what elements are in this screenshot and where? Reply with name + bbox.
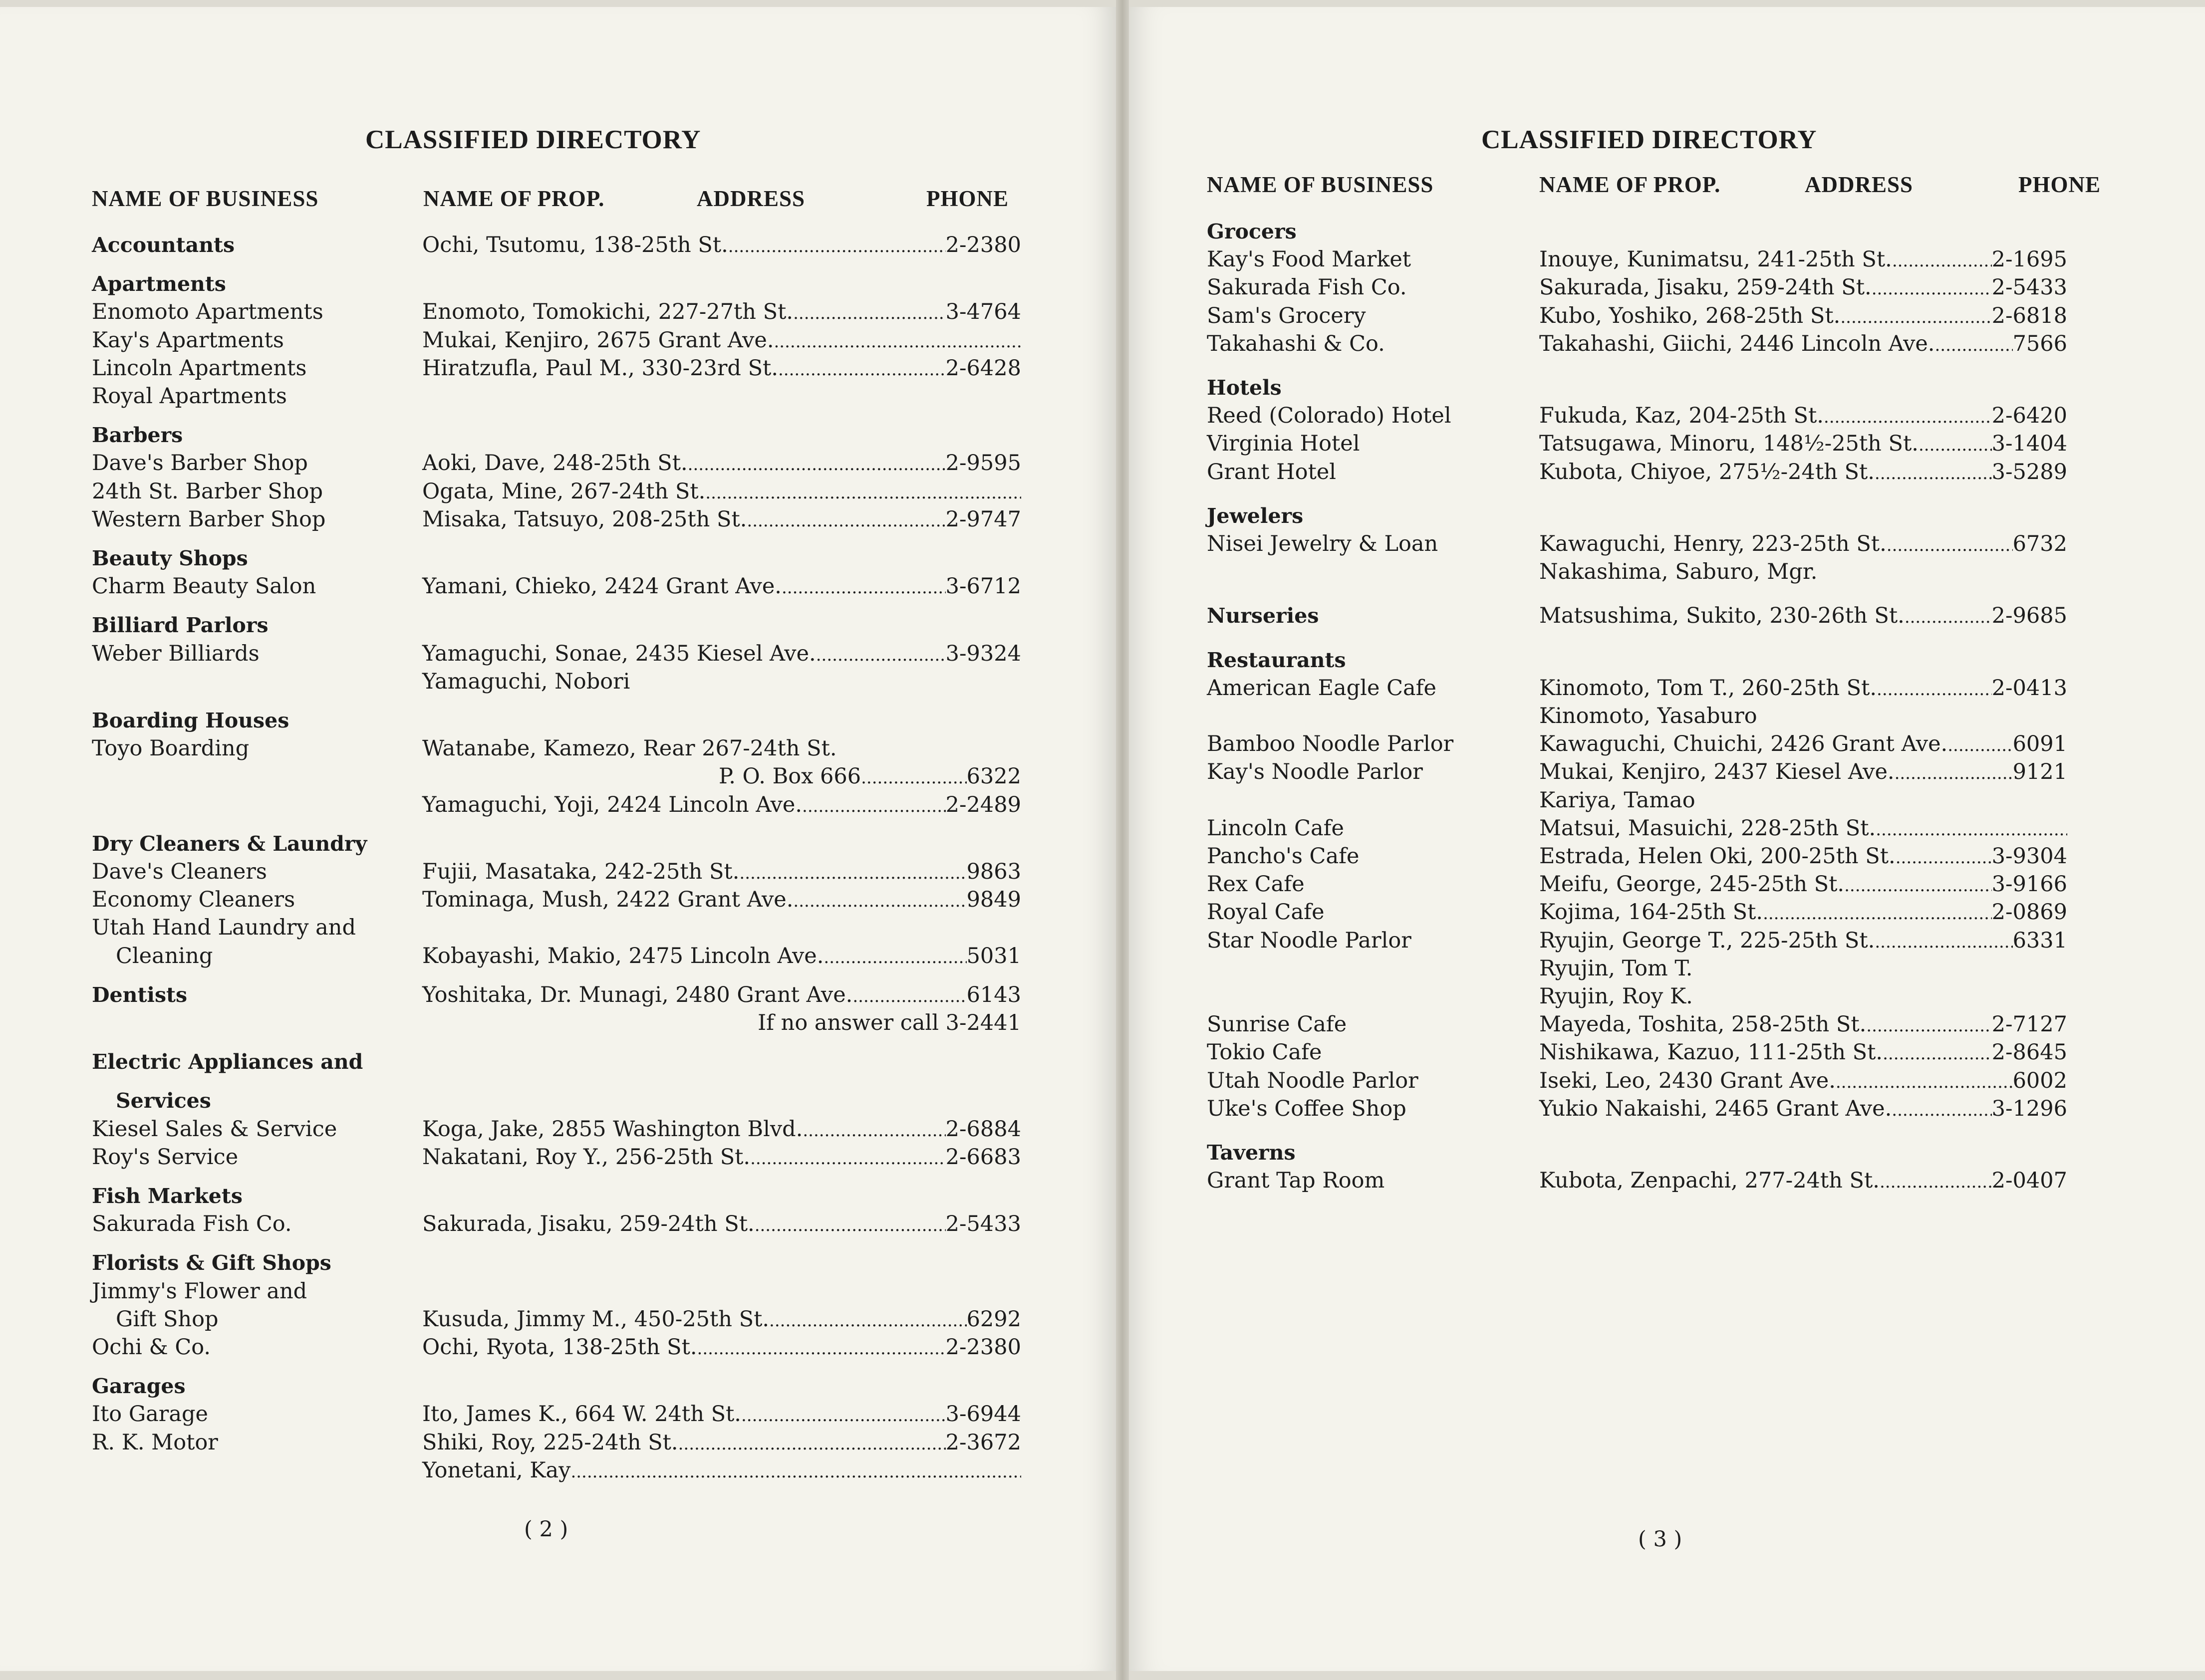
category-heading: Garages: [92, 1374, 186, 1399]
phone-number: 6002: [2012, 1068, 2067, 1093]
proprietor-address: Nakatani, Roy Y., 256-25th St.: [422, 1144, 751, 1170]
listing-entry: [1539, 842, 2067, 870]
business-name: Sakurada Fish Co.: [1207, 275, 1407, 300]
proprietor-address: Kobayashi, Makio, 2475 Lincoln Ave.: [422, 943, 824, 968]
phone-number: 2-5433: [1991, 275, 2067, 300]
phone-number: 3-5289: [1991, 459, 2067, 484]
listing-entry: [1539, 402, 2067, 430]
business-name: Charm Beauty Salon: [92, 574, 316, 599]
phone-number: 6322: [966, 764, 1021, 789]
dot-leader: [769, 1305, 967, 1335]
listing-entry: [422, 449, 1021, 477]
business-name: Pancho's Cafe: [1207, 844, 1360, 869]
phone-number: 6292: [966, 1306, 1021, 1332]
phone-number: 2-9595: [945, 451, 1021, 476]
phone-number: 6732: [2012, 531, 2067, 556]
business-name: Star Noodle Parlor: [1207, 928, 1411, 953]
page-number: ( 2 ): [524, 1517, 568, 1542]
header-phone: PHONE: [2018, 172, 2101, 197]
proprietor-address: Tatsugawa, Minoru, 148½-25th St.: [1539, 431, 1919, 457]
business-name: Dave's Cleaners: [92, 859, 267, 884]
phone-number: 3-1296: [1991, 1096, 2067, 1121]
listing-entry: [422, 354, 1021, 382]
phone-number: 6143: [966, 982, 1021, 1007]
business-name: Dave's Barber Shop: [92, 451, 308, 476]
page-title: CLASSIFIED DIRECTORY: [365, 125, 701, 154]
header-prop: NAME OF PROP.: [423, 186, 605, 211]
proprietor-address: Sakurada, Jisaku, 259-24th St.: [1539, 275, 1872, 300]
dot-leader: [774, 326, 1021, 356]
proprietor-address: Ogata, Mine, 267-24th St.: [422, 479, 706, 504]
phone-number: 7566: [2012, 331, 2067, 356]
dot-leader: [778, 354, 946, 384]
dot-leader: [861, 762, 966, 792]
category-heading: Accountants: [92, 233, 235, 257]
proprietor-address: Kojima, 164-25th St.: [1539, 900, 1763, 925]
business-name: Lincoln Apartments: [92, 355, 307, 381]
dot-leader: [728, 231, 946, 260]
phone-number: 3-1404: [1991, 431, 2067, 457]
listing-entry: [1539, 870, 2067, 898]
listing-entry: [422, 1305, 1021, 1333]
dot-leader: [782, 572, 946, 602]
dot-leader: [1876, 814, 2067, 844]
dot-leader: [824, 942, 966, 971]
listing-entry: [422, 981, 1021, 1009]
listing-entry: [1539, 458, 2067, 486]
proprietor-address: Matsushima, Sukito, 230-26th St.: [1539, 603, 1905, 629]
dot-leader: [1880, 1167, 1992, 1196]
dot-leader: [1919, 430, 1992, 459]
proprietor-address: Kinomoto, Tom T., 260-25th St.: [1539, 675, 1877, 701]
business-name: Ito Garage: [92, 1402, 208, 1427]
business-name: Kay's Noodle Parlor: [1207, 759, 1423, 785]
category-heading: Dentists: [92, 982, 188, 1007]
phone-number: 3-4764: [945, 299, 1021, 325]
business-name: Cleaning: [116, 943, 213, 968]
proprietor-address: Yonetani, Kay: [422, 1457, 571, 1483]
business-name: Nisei Jewelry & Loan: [1207, 531, 1438, 556]
phone-number: 2-5433: [945, 1211, 1021, 1237]
dot-leader: [1844, 870, 1992, 900]
business-name: Kiesel Sales & Service: [92, 1116, 337, 1142]
dot-leader: [793, 298, 946, 327]
proprietor-address: Estrada, Helen Oki, 200-25th St.: [1539, 844, 1896, 869]
book-gutter: [1116, 0, 1130, 1680]
listing-entry: [719, 762, 1021, 790]
proprietor-address: Kubota, Chiyoe, 275½-24th St.: [1539, 459, 1875, 484]
proprietor-address: Nakashima, Saburo, Mgr.: [1539, 559, 1818, 585]
listing-entry: [1539, 1095, 2067, 1123]
proprietor-address: Shiki, Roy, 225-24th St.: [422, 1430, 678, 1455]
phone-number: 6091: [2012, 731, 2067, 757]
business-name: Kay's Food Market: [1207, 247, 1411, 272]
dot-leader: [688, 449, 946, 479]
proprietor-address: Hiratzufla, Paul M., 330-23rd St.: [422, 355, 778, 381]
business-name: Western Barber Shop: [92, 506, 326, 532]
dot-leader: [1883, 1038, 1992, 1068]
business-name: Sakurada Fish Co.: [92, 1211, 292, 1237]
proprietor-address: Mukai, Kenjiro, 2437 Kiesel Ave.: [1539, 759, 1895, 785]
business-name: Lincoln Cafe: [1207, 815, 1344, 841]
proprietor-address: Yamaguchi, Sonae, 2435 Kiesel Ave.: [422, 641, 816, 666]
phone-number: 2-6884: [945, 1116, 1021, 1142]
listing-entry: [1539, 674, 2067, 702]
dot-leader: [1947, 730, 2012, 759]
phone-number: 3-6944: [945, 1402, 1021, 1427]
business-name: Sam's Grocery: [1207, 303, 1366, 328]
header-business: NAME OF BUSINESS: [92, 186, 319, 211]
listing-entry: [422, 886, 1021, 914]
proprietor-address: Mayeda, Toshita, 258-25th St.: [1539, 1012, 1867, 1037]
proprietor-address: Ryujin, Roy K.: [1539, 984, 1693, 1009]
category-heading: Barbers: [92, 423, 183, 448]
proprietor-address: Takahashi, Giichi, 2446 Lincoln Ave.: [1539, 331, 1935, 356]
header-address: ADDRESS: [1805, 172, 1914, 197]
business-name: Jimmy's Flower and: [92, 1278, 307, 1304]
business-name: Royal Apartments: [92, 384, 287, 409]
header-business: NAME OF BUSINESS: [1207, 172, 1434, 197]
listing-entry: [422, 478, 1021, 505]
phone-number: 2-9685: [1991, 603, 2067, 629]
business-name: 24th St. Barber Shop: [92, 479, 323, 504]
phone-number: 2-6420: [1991, 403, 2067, 429]
dot-leader: [1892, 245, 1992, 275]
proprietor-address: Kusuda, Jimmy M., 450-25th St.: [422, 1306, 770, 1332]
category-heading: Boarding Houses: [92, 709, 289, 732]
category-heading: Grocers: [1207, 220, 1297, 243]
listing-entry: [1539, 730, 2067, 758]
dot-leader: [1866, 1010, 1991, 1040]
listing-entry: [422, 231, 1021, 259]
listing-entry: [422, 858, 1021, 886]
listing-entry: [422, 1143, 1021, 1171]
category-heading: Hotels: [1207, 376, 1282, 400]
listing-entry: [422, 1115, 1021, 1143]
proprietor-address: Kawaguchi, Chuichi, 2426 Grant Ave.: [1539, 731, 1948, 757]
proprietor-address: Kariya, Tamao: [1539, 787, 1695, 813]
phone-number: 3-9304: [1991, 844, 2067, 869]
phone-number: 3-9324: [945, 641, 1021, 666]
listing-entry: [1539, 927, 2067, 955]
proprietor-address: Yamaguchi, Nobori: [422, 669, 630, 694]
dot-leader: [697, 1333, 946, 1363]
category-heading: Fish Markets: [92, 1184, 243, 1208]
phone-number: 2-6428: [945, 355, 1021, 381]
business-name: Tokio Cafe: [1207, 1040, 1322, 1065]
header-address: ADDRESS: [697, 186, 806, 211]
listing-entry: [422, 1210, 1021, 1238]
phone-number: 2-6683: [945, 1144, 1021, 1170]
proprietor-address: Meifu, George, 245-25th St.: [1539, 872, 1845, 897]
listing-entry: [422, 791, 1021, 819]
business-name: Uke's Coffee Shop: [1207, 1096, 1406, 1121]
dot-leader: [570, 1456, 1021, 1486]
phone-number: 3-9166: [1991, 872, 2067, 897]
proprietor-address: Misaka, Tatsuyo, 208-25th St.: [422, 506, 747, 532]
business-name: Enomoto Apartments: [92, 299, 323, 325]
business-name: Grant Hotel: [1207, 459, 1337, 484]
proprietor-address: Kinomoto, Yasaburo: [1539, 704, 1757, 728]
proprietor-address: Ochi, Tsutomu, 138-25th St.: [422, 233, 728, 257]
phone-number: 2-7127: [1991, 1012, 2067, 1037]
proprietor-address: Fukuda, Kaz, 204-25th St.: [1539, 403, 1824, 429]
business-name: Grant Tap Room: [1207, 1168, 1385, 1194]
listing-entry: [1539, 1167, 2067, 1195]
dot-leader: [1887, 530, 2013, 559]
business-name: Takahashi & Co.: [1207, 331, 1385, 356]
dot-leader: [705, 478, 1021, 507]
phone-number: 2-2380: [945, 233, 1021, 257]
phone-number: 2-8645: [1991, 1040, 2067, 1065]
header-prop: NAME OF PROP.: [1539, 172, 1721, 197]
listing-entry: [1539, 1038, 2067, 1066]
business-name: Bamboo Noodle Parlor: [1207, 731, 1454, 757]
proprietor-address: Ryujin, George T., 225-25th St.: [1539, 928, 1875, 953]
proprietor-address: Yukio Nakaishi, 2465 Grant Ave.: [1539, 1096, 1892, 1121]
dot-leader: [1763, 898, 1992, 928]
phone-number: 5031: [966, 943, 1021, 968]
category-heading: Jewelers: [1207, 503, 1304, 528]
category-heading: Florists & Gift Shops: [92, 1251, 331, 1275]
phone-number: 2-9747: [945, 506, 1021, 532]
dot-leader: [750, 1143, 946, 1173]
category-heading: Restaurants: [1207, 648, 1346, 672]
dot-leader: [1840, 302, 1991, 331]
dot-leader: [741, 1400, 946, 1430]
listing-entry: [422, 640, 1021, 668]
dot-leader: [802, 791, 946, 820]
note-text: If no answer call 3-2441: [758, 1010, 1021, 1035]
dot-leader: [1895, 758, 2013, 787]
listing-entry: [1539, 330, 2067, 358]
page-title: CLASSIFIED DIRECTORY: [1481, 125, 1817, 154]
phone-number: 2-0413: [1991, 675, 2067, 701]
dot-leader: [1824, 402, 1992, 431]
dot-leader: [755, 1210, 946, 1239]
business-name: R. K. Motor: [92, 1430, 218, 1455]
proprietor-address: Matsui, Masuichi, 228-25th St.: [1539, 815, 1876, 841]
proprietor-address: Yamani, Chieko, 2424 Grant Ave.: [422, 574, 782, 599]
dot-leader: [747, 505, 945, 535]
business-name: Utah Hand Laundry and: [92, 915, 356, 941]
business-name: Reed (Colorado) Hotel: [1207, 403, 1451, 429]
dot-leader: [793, 886, 966, 915]
business-name: Gift Shop: [116, 1306, 219, 1332]
listing-entry: [1539, 302, 2067, 330]
proprietor-address: Kubo, Yoshiko, 268-25th St.: [1539, 303, 1841, 328]
listing-entry: [422, 298, 1021, 326]
category-heading: Billiard Parlors: [92, 613, 269, 638]
proprietor-address: Iseki, Leo, 2430 Grant Ave.: [1539, 1068, 1836, 1093]
dot-leader: [1875, 458, 1992, 487]
phone-number: 6331: [2012, 928, 2067, 953]
dot-leader: [678, 1429, 946, 1458]
phone-number: 9849: [966, 887, 1021, 913]
dot-leader: [1905, 602, 1992, 631]
listing-entry: [1539, 758, 2067, 786]
listing-entry: [1539, 430, 2067, 458]
dot-leader: [852, 981, 966, 1010]
proprietor-address: Ochi, Ryota, 138-25th St.: [422, 1335, 697, 1360]
proprietor-address: Enomoto, Tomokichi, 227-27th St.: [422, 299, 794, 325]
proprietor-address: Aoki, Dave, 248-25th St.: [422, 451, 688, 476]
phone-number: 2-3672: [945, 1430, 1021, 1455]
category-heading: Services: [116, 1089, 211, 1113]
proprietor-address: Sakurada, Jisaku, 259-24th St.: [422, 1211, 755, 1237]
listing-entry: [422, 572, 1021, 600]
category-heading: Apartments: [92, 272, 226, 296]
phone-number: 2-1695: [1991, 247, 2067, 272]
proprietor-address: Nishikawa, Kazuo, 111-25th St.: [1539, 1040, 1883, 1065]
dot-leader: [803, 1115, 945, 1145]
listing-entry: [422, 326, 1021, 354]
dot-leader: [816, 640, 946, 669]
category-heading: Electric Appliances and: [92, 1050, 363, 1074]
listing-entry: [422, 1400, 1021, 1428]
listing-entry: [422, 505, 1021, 533]
listing-entry: [1539, 602, 2067, 630]
listing-entry: [1539, 1010, 2067, 1038]
business-name: Virginia Hotel: [1207, 431, 1360, 457]
listing-entry: [422, 1456, 1021, 1484]
listing-entry: [1539, 245, 2067, 273]
proprietor-address: Koga, Jake, 2855 Washington Blvd.: [422, 1116, 803, 1142]
business-name: Utah Noodle Parlor: [1207, 1068, 1418, 1093]
page-number: ( 3 ): [1638, 1527, 1682, 1552]
business-name: Sunrise Cafe: [1207, 1012, 1347, 1037]
proprietor-address: Yamaguchi, Yoji, 2424 Lincoln Ave.: [422, 792, 803, 817]
business-name: Economy Cleaners: [92, 887, 295, 913]
phone-number: 3-6712: [945, 574, 1021, 599]
business-name: Weber Billiards: [92, 641, 260, 666]
listing-entry: [1539, 530, 2067, 558]
business-name: Kay's Apartments: [92, 327, 284, 353]
dot-leader: [739, 858, 966, 887]
business-name: Toyo Boarding: [92, 736, 250, 761]
right-page: [1129, 0, 2205, 1680]
dot-leader: [1872, 273, 1992, 303]
proprietor-address: Watanabe, Kamezo, Rear 267-24th St.: [422, 736, 837, 761]
listing-entry: [422, 942, 1021, 970]
category-heading: Taverns: [1207, 1141, 1296, 1165]
listing-entry: [422, 1429, 1021, 1456]
business-name: American Eagle Cafe: [1207, 675, 1436, 701]
phone-number: 2-2380: [945, 1335, 1021, 1360]
phone-number: 2-6818: [1991, 303, 2067, 328]
proprietor-address: Ito, James K., 664 W. 24th St.: [422, 1402, 741, 1427]
header-phone: PHONE: [926, 186, 1009, 211]
phone-number: 9863: [966, 859, 1021, 884]
proprietor-address: Inouye, Kunimatsu, 241-25th St.: [1539, 247, 1892, 272]
dot-leader: [1892, 1095, 1991, 1124]
listing-entry: [1539, 1067, 2067, 1095]
proprietor-address: Fujii, Masataka, 242-25th St.: [422, 859, 740, 884]
proprietor-address: Tominaga, Mush, 2422 Grant Ave.: [422, 887, 794, 913]
phone-number: 2-2489: [945, 792, 1021, 817]
dot-leader: [1934, 330, 2012, 359]
phone-number: 2-0869: [1991, 900, 2067, 925]
dot-leader: [1877, 674, 1992, 704]
dot-leader: [1875, 927, 2012, 956]
business-name: Rex Cafe: [1207, 872, 1305, 897]
proprietor-address: Kawaguchi, Henry, 223-25th St.: [1539, 531, 1887, 556]
listing-entry: [1539, 814, 2067, 842]
phone-number: 2-0407: [1991, 1168, 2067, 1194]
business-name: Roy's Service: [92, 1144, 239, 1170]
phone-number: 9121: [2012, 759, 2067, 785]
dot-leader: [1836, 1067, 2013, 1096]
dot-leader: [1896, 842, 1992, 872]
category-heading: Nurseries: [1207, 604, 1319, 628]
category-heading: Beauty Shops: [92, 546, 248, 570]
proprietor-address: Ryujin, Tom T.: [1539, 956, 1693, 981]
proprietor-address: P. O. Box 666: [719, 764, 861, 789]
listing-entry: [1539, 898, 2067, 926]
listing-entry: [422, 1333, 1021, 1361]
business-name: Ochi & Co.: [92, 1335, 211, 1360]
proprietor-address: Kubota, Zenpachi, 277-24th St.: [1539, 1168, 1880, 1194]
category-heading: Dry Cleaners & Laundry: [92, 831, 367, 856]
listing-entry: [1539, 273, 2067, 301]
proprietor-address: Yoshitaka, Dr. Munagi, 2480 Grant Ave.: [422, 982, 853, 1007]
proprietor-address: Mukai, Kenjiro, 2675 Grant Ave.: [422, 327, 774, 353]
business-name: Royal Cafe: [1207, 900, 1325, 925]
